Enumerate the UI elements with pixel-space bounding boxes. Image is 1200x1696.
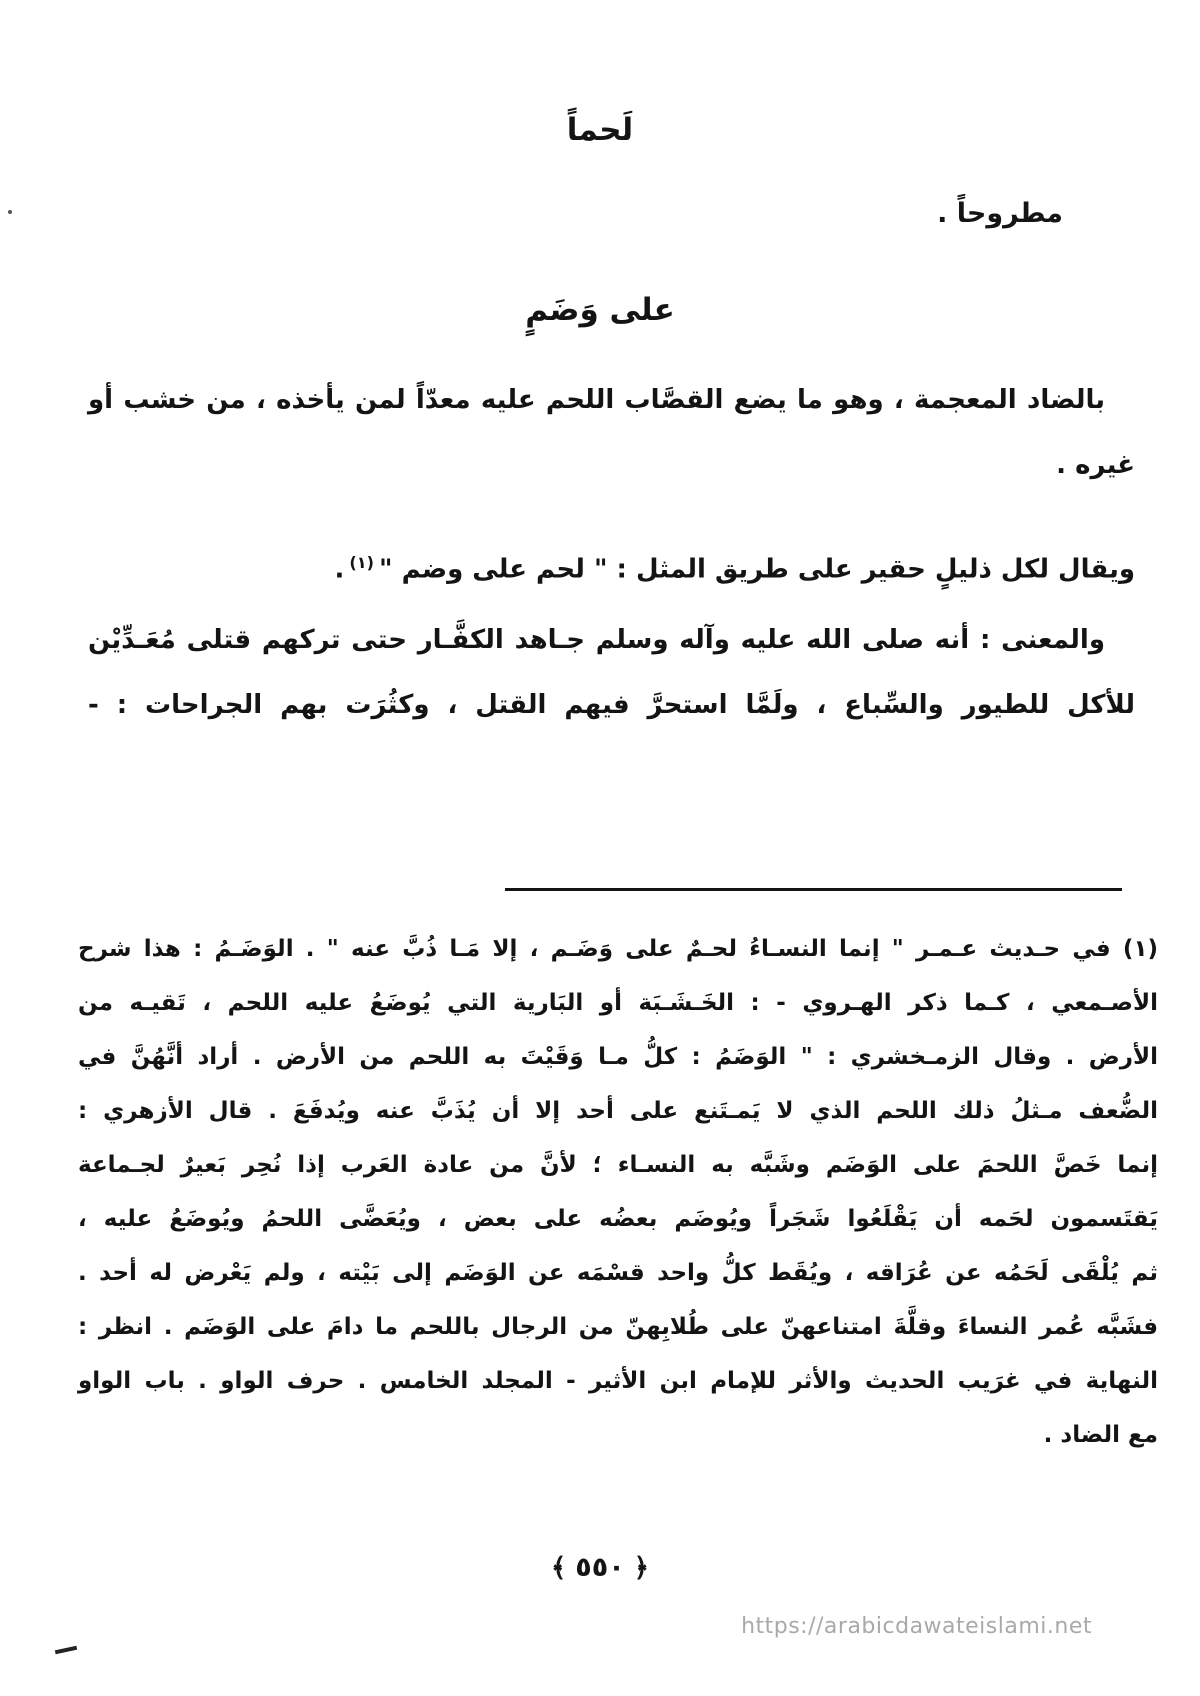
footnote-line: الأصـمعي ، كـما ذكر الهـروي - : الخَـشَـبَة أو البَارية التي يُوضَعُ عليه اللحم ، تَقيـه من xyxy=(78,990,1158,1016)
body-p3-line2: للأكل للطيور والسِّباع ، ولَمَّا استحرَّ فيهم القتل ، وكثُرَت بهم الجراحات : - xyxy=(88,690,1135,720)
scan-artifact-dot xyxy=(8,210,12,214)
footnote-line: الضُّعف مـثلُ ذلك اللحم الذي لا يَمـتَنع على أحد إلا أن يُذَبَّ عنه ويُدفَعَ . قال الأزهري : xyxy=(78,1098,1158,1124)
footnote-line: إنما خَصَّ اللحمَ على الوَضَم وشَبَّه به النسـاء ؛ لأنَّ من عادة العَرب إذا نُحِر بَعيرٌ لجـماعة xyxy=(78,1152,1158,1178)
body-p3-line1: والمعنى : أنه صلى الله عليه وآله وسلم جـاهد الكفَّـار حتى تركهم قتلى مُعَـدِّيْن xyxy=(88,625,1105,655)
footnote-line: مع الضاد . xyxy=(1043,1422,1158,1448)
footnote-line: الأرض . وقال الزمـخشري : " الوَضَمُ : كلُّ مـا وَقَيْتَ به اللحم من الأرض . أراد أنَّهُنَّ في xyxy=(78,1044,1158,1070)
ornament-right-icon: ﴿ xyxy=(633,1552,649,1583)
footnote-block xyxy=(78,922,1158,1462)
footnote-line: النهاية في غرَيب الحديث والأثر للإمام ابن الأثير - المجلد الخامس . حرف الواو . باب الواو xyxy=(78,1368,1158,1394)
body-paragraph-1 xyxy=(88,368,1135,498)
body-p1-line2: غيره . xyxy=(1056,450,1135,480)
body-paragraph-2 xyxy=(88,530,1200,603)
footnote-line: يَقتَسمون لحَمه أن يَقْلَعُوا شَجَراً ويُوضَم بعضُه على بعض ، ويُعَضَّى اللحمُ ويُوضَعُ عليه ، xyxy=(78,1206,1158,1232)
entry-headword: لَحماً xyxy=(566,112,634,148)
page-number-row xyxy=(0,1552,1200,1583)
watermark-url: https://arabicdawateislami.net xyxy=(741,1614,1092,1639)
footnote-line: ثم يُلْقَى لَحَمُه عن عُرَاقه ، ويُقَط كلُّ واحد قسْمَه عن الوَضَم إلى بَيْته ، ولم يَعْرض له أحد . xyxy=(78,1260,1158,1286)
body-p1-line1: بالضاد المعجمة ، وهو ما يضع القصَّاب اللحم عليه معدّاً لمن يأخذه ، من خشب أو xyxy=(88,385,1105,415)
footnote-line: (١) في حـديث عـمـر " إنما النسـاءُ لحـمٌ على وَضَـم ، إلا مَـا ذُبَّ عنه " . الوَضَـمُ : هذا شرح xyxy=(78,936,1158,962)
ornament-left-icon: ﴾ xyxy=(551,1552,567,1583)
footnote-line: فشَبَّه عُمر النساءَ وقلَّةَ امتناعهنّ على طُلابِهنّ من الرجال باللحم ما دامَ على الوَضَم . انظر : xyxy=(78,1314,1158,1340)
entry-subword: مطروحاً . xyxy=(937,198,1063,229)
body-paragraph-3 xyxy=(88,608,1135,738)
page-number: ٥٥٠ xyxy=(575,1552,625,1583)
scan-artifact-dash xyxy=(55,1646,77,1654)
footnote-separator-rule xyxy=(505,888,1122,891)
entry-subheading: على وَضَمٍ xyxy=(525,292,675,328)
footnote-marker: (١) xyxy=(349,553,374,572)
body-p2-period: . xyxy=(334,554,345,585)
body-p2-text: ويقال لكل ذليلٍ حقير على طريق المثل : " لحم على وضم " xyxy=(378,554,1135,585)
